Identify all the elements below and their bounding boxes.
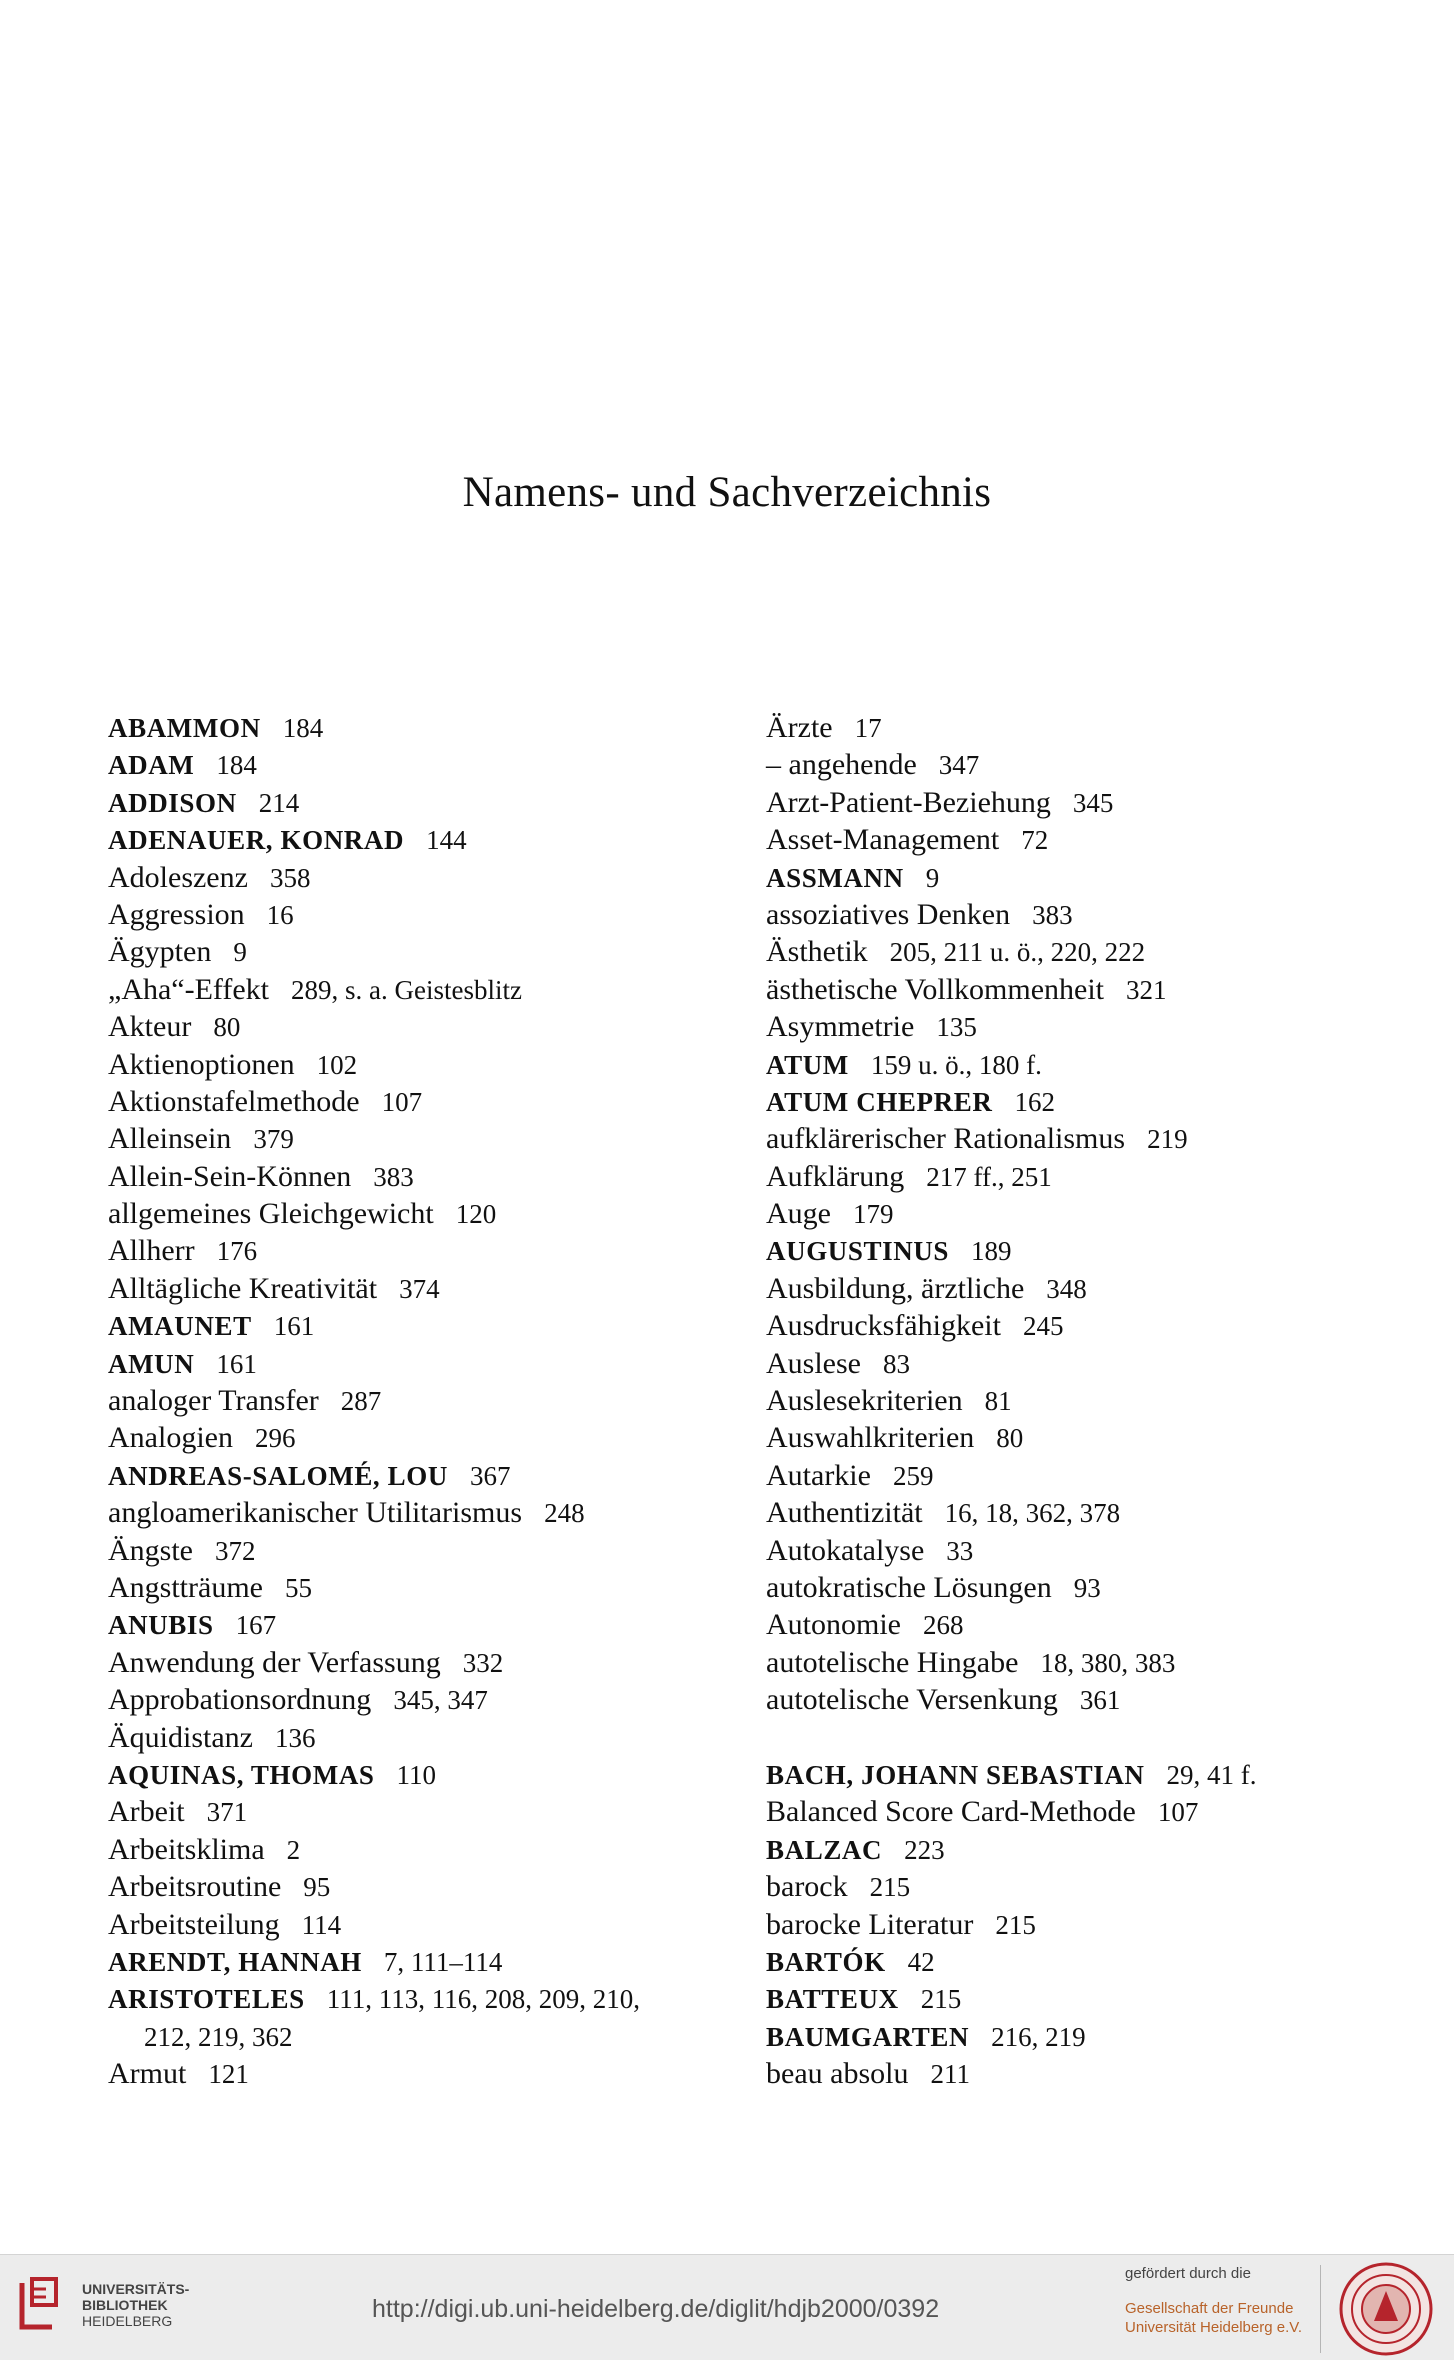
index-entry [108,1457,748,1494]
index-entry [108,1494,748,1531]
index-entry [108,896,748,933]
index-pages: 167 [235,1610,277,1641]
index-term: Authentizität [766,1496,923,1530]
sponsor-name-line2: Universität Heidelberg e.V. [1125,2319,1303,2336]
index-term: analoger Transfer [108,1384,319,1418]
index-pages: 217 ff., 251 [926,1161,1052,1192]
index-term: Adoleszenz [108,860,248,894]
index-pages: 184 [216,750,257,781]
index-pages: 179 [852,1199,894,1230]
index-term: Ausbildung, ärztliche [766,1271,1025,1305]
index-term: Allherr [108,1234,195,1268]
index-entry [108,1008,748,1045]
page-title: Namens- und Sachverzeichnis [462,469,992,516]
index-pages: 95 [303,1872,331,1903]
index-pages: 371 [206,1797,248,1828]
index-term: BALZAC [766,1834,883,1865]
index-entry [766,1831,1406,1868]
index-entry [766,1494,1406,1531]
index-entry [108,1532,748,1569]
index-entry [108,784,748,821]
index-pages: 374 [399,1273,440,1304]
index-pages: 80 [996,1423,1024,1454]
index-pages: 9 [925,862,940,893]
index-pages: 162 [1014,1086,1055,1117]
index-pages: 83 [882,1348,910,1379]
index-term: ATUM CHEPRER [766,1086,993,1117]
index-pages: 16, 18, 362, 378 [944,1498,1121,1529]
index-pages: 212, 219, 362 [144,2021,293,2052]
index-entry [766,1345,1406,1382]
index-column-right [766,709,1406,2092]
index-pages: 205, 211 u. ö., 220, 222 [889,937,1146,968]
sponsor-label: gefördert durch die [1125,2265,1251,2282]
index-pages: 383 [1032,899,1073,930]
index-entry [108,709,748,746]
index-pages: 42 [907,1946,935,1977]
index-pages: 161 [216,1348,257,1379]
index-entry [766,1532,1406,1569]
index-pages: 211 [930,2059,970,2090]
index-term: Akteur [108,1010,192,1044]
index-column-left [108,709,748,2092]
index-entry [108,1644,748,1681]
index-term: ARISTOTELES [108,1984,305,2015]
index-pages: 189 [971,1236,1012,1267]
index-term: Arzt-Patient-Beziehung [766,785,1051,819]
index-term: Aktionstafelmethode [108,1084,360,1118]
index-pages: 121 [208,2059,249,2090]
index-term: ANUBIS [108,1610,214,1641]
university-seal-icon [1338,2261,1434,2357]
index-pages: 372 [215,1535,256,1566]
index-term: autotelische Hingabe [766,1645,1019,1679]
index-term: Analogien [108,1421,233,1455]
index-term: Arbeitsroutine [108,1870,282,1904]
index-term: ADAM [108,750,195,781]
index-entry [766,1083,1406,1120]
sponsor-name[interactable] [1125,2299,1302,2337]
index-pages: 55 [284,1572,312,1603]
index-term: Angstträume [108,1570,263,1604]
index-entry [766,1382,1406,1419]
index-pages: 215 [995,1909,1036,1940]
index-pages: 102 [316,1049,358,1080]
index-term: Ägypten [108,935,212,969]
index-pages: 296 [254,1423,296,1454]
index-entry [108,1083,748,1120]
index-pages: 72 [1021,825,1049,856]
index-entry [766,1046,1406,1083]
index-entry [766,859,1406,896]
index-entry [108,821,748,858]
index-entry [108,1195,748,1232]
index-entry [108,1382,748,1419]
index-term: Armut [108,2057,187,2091]
index-term: ADENAUER, KONRAD [108,825,405,856]
index-entry [108,1419,748,1456]
index-term: allgemeines Gleichgewicht [108,1197,434,1231]
index-term: AMUN [108,1348,195,1379]
index-entry [108,1345,748,1382]
index-pages: 347 [938,750,980,781]
index-pages: 144 [426,825,467,856]
index-term: Ausdrucksfähigkeit [766,1309,1001,1343]
index-pages: 219 [1147,1124,1188,1155]
index-pages: 379 [253,1124,294,1155]
index-pages: 111, 113, 116, 208, 209, 210, [326,1984,640,2015]
index-term: barock [766,1870,848,1904]
index-pages: 107 [1157,1797,1199,1828]
index-entry [766,746,1406,783]
index-pages: 248 [544,1498,585,1529]
index-pages: 114 [301,1909,342,1940]
index-entry [766,1906,1406,1943]
index-term: Ängste [108,1533,193,1567]
index-term: BACH, JOHANN SEBASTIAN [766,1759,1145,1790]
index-term: Anwendung der Verfassung [108,1645,441,1679]
index-pages: 345, 347 [393,1685,488,1716]
index-term: Ärzte [766,711,833,744]
index-pages: 16 [266,899,294,930]
index-term: autokratische Lösungen [766,1570,1052,1604]
index-pages: 33 [946,1535,974,1566]
library-name [82,2281,189,2329]
index-entry [108,1158,748,1195]
index-pages: 215 [869,1872,911,1903]
index-entry [766,784,1406,821]
index-entry [108,1868,748,1905]
index-term: Balanced Score Card-Methode [766,1795,1136,1829]
index-pages: 110 [396,1759,437,1790]
index-entry [108,2055,748,2092]
index-entry [766,1681,1406,1718]
index-pages: 161 [273,1311,315,1342]
index-pages: 159 u. ö., 180 f. [870,1049,1042,1080]
index-pages: 268 [923,1610,964,1641]
index-term: angloamerikanischer Utilitarismus [108,1496,523,1530]
index-term: AQUINAS, THOMAS [108,1759,375,1790]
index-pages: 2 [286,1834,301,1865]
index-term: BATTEUX [766,1984,899,2015]
index-pages: 223 [904,1834,945,1865]
library-logo-icon[interactable] [12,2275,68,2335]
index-entry [766,1008,1406,1045]
index-entry [766,1569,1406,1606]
index-term: Auslesekriterien [766,1384,963,1418]
index-entry [108,1120,748,1157]
index-entry [766,2055,1406,2092]
index-entry [108,859,748,896]
index-pages: 332 [462,1647,504,1678]
index-term: Aufklärung [766,1159,905,1193]
index-pages: 259 [892,1460,934,1491]
index-entry [108,1831,748,1868]
footer-bar [0,2254,1454,2360]
index-term: aufklärerischer Rationalismus [766,1122,1126,1156]
index-pages: 361 [1079,1685,1121,1716]
index-entry [766,1307,1406,1344]
index-entry [108,1606,748,1643]
index-term: Autonomie [766,1608,901,1642]
index-pages: 215 [920,1984,962,2015]
index-pages: 184 [282,713,324,743]
index-entry [766,1606,1406,1643]
index-entry [108,746,748,783]
index-term: Approbationsordnung [108,1683,372,1717]
index-entry [766,933,1406,970]
index-entry [766,821,1406,858]
index-entry [766,1195,1406,1232]
index-pages: 107 [381,1086,423,1117]
index-term: Arbeitsteilung [108,1907,280,1941]
index-term: ANDREAS-SALOMÉ, LOU [108,1460,448,1491]
index-pages: 18, 380, 383 [1040,1647,1176,1678]
index-term: Auslese [766,1346,861,1380]
index-pages: 367 [469,1460,511,1491]
index-term: Ästhetik [766,935,868,969]
index-term: ATUM [766,1049,849,1080]
sponsor-name-line1: Gesellschaft der Freunde [1125,2300,1294,2317]
index-term: beau absolu [766,2057,909,2091]
index-pages: 345 [1072,787,1114,818]
index-entry [766,896,1406,933]
index-entry [766,1868,1406,1905]
index-term: autotelische Versenkung [766,1683,1058,1717]
index-term: Asymmetrie [766,1010,915,1044]
index-pages: 176 [216,1236,258,1267]
index-pages: 321 [1126,974,1167,1005]
index-term: Arbeitsklima [108,1832,265,1866]
index-term: barocke Literatur [766,1907,974,1941]
index-entry [108,1270,748,1307]
index-entry [108,1569,748,1606]
index-entry [108,1046,748,1083]
index-pages: 17 [854,713,882,743]
index-term: AUGUSTINUS [766,1236,950,1267]
index-entry [108,1793,748,1830]
index-term: Äquidistanz [108,1720,253,1754]
index-term: Allein-Sein-Können [108,1159,352,1193]
index-term: Aggression [108,897,245,931]
index-entry [766,709,1406,746]
footer-divider [1320,2265,1321,2353]
index-pages: 348 [1046,1273,1087,1304]
index-pages: 135 [936,1012,977,1043]
index-term: Arbeit [108,1795,185,1829]
index-pages: 29, 41 f. [1166,1759,1257,1790]
index-term: ADDISON [108,787,237,818]
index-entry [108,1906,748,1943]
index-pages: 120 [455,1199,497,1230]
index-entry [108,1681,748,1718]
index-spacer [766,1719,1406,1756]
index-entry [108,1943,748,1980]
index-entry [766,1793,1406,1830]
library-name-line3: HEIDELBERG [82,2313,173,2329]
index-entry [766,971,1406,1008]
index-entry [766,1980,1406,2017]
index-entry [766,1158,1406,1195]
index-pages: 245 [1022,1311,1064,1342]
index-entry [108,1307,748,1344]
index-term: ABAMMON [108,713,261,743]
index-entry [766,1457,1406,1494]
index-entry [766,1419,1406,1456]
index-pages: 216, 219 [991,2021,1086,2052]
index-term: BARTÓK [766,1946,886,1977]
index-term: – angehende [766,748,917,782]
index-pages: 81 [984,1386,1012,1417]
index-entry [766,1756,1406,1793]
index-entry [766,2018,1406,2055]
index-pages: 9 [233,937,247,968]
index-term: ASSMANN [766,862,904,893]
index-pages: 136 [274,1722,316,1753]
library-name-line2: BIBLIOTHEK [82,2297,168,2313]
index-pages: 358 [269,862,311,893]
index-pages: 214 [258,787,300,818]
index-entry [108,971,748,1008]
index-entry [108,1719,748,1756]
index-term: ästhetische Vollkommenheit [766,972,1105,1006]
index-term: „Aha“-Effekt [108,972,270,1006]
index-entry [108,1980,748,2017]
index-entry [108,933,748,970]
index-pages: 7, 111–114 [383,1946,503,1977]
index-term: assoziatives Denken [766,897,1011,931]
index-term: Asset-Management [766,823,1000,857]
index-pages: 93 [1073,1572,1101,1603]
index-entry [108,2018,748,2055]
index-entry [766,1943,1406,1980]
index-term: Alltägliche Kreativität [108,1271,378,1305]
index-pages: 80 [213,1012,241,1043]
index-term: Auswahlkriterien [766,1421,975,1455]
index-term: Autokatalyse [766,1533,925,1567]
index-term: BAUMGARTEN [766,2021,970,2052]
index-entry [766,1232,1406,1269]
index-entry [108,1232,748,1269]
index-pages: 289, s. a. Geistesblitz [291,974,522,1005]
permalink-url[interactable]: http://digi.ub.uni-heidelberg.de/diglit/hdjb2000/0392 [372,2295,940,2323]
index-term: Aktienoptionen [108,1047,295,1081]
index-entry [766,1270,1406,1307]
index-entry [766,1644,1406,1681]
index-entry [766,1120,1406,1157]
index-entry [108,1756,748,1793]
index-term: ARENDT, HANNAH [108,1946,362,1977]
library-name-line1: UNIVERSITÄTS- [82,2281,190,2297]
index-pages: 287 [340,1386,382,1417]
index-term: Auge [766,1197,831,1231]
index-term: Alleinsein [108,1122,232,1156]
index-term: AMAUNET [108,1311,252,1342]
index-pages: 383 [373,1161,414,1192]
index-term: Autarkie [766,1458,871,1492]
